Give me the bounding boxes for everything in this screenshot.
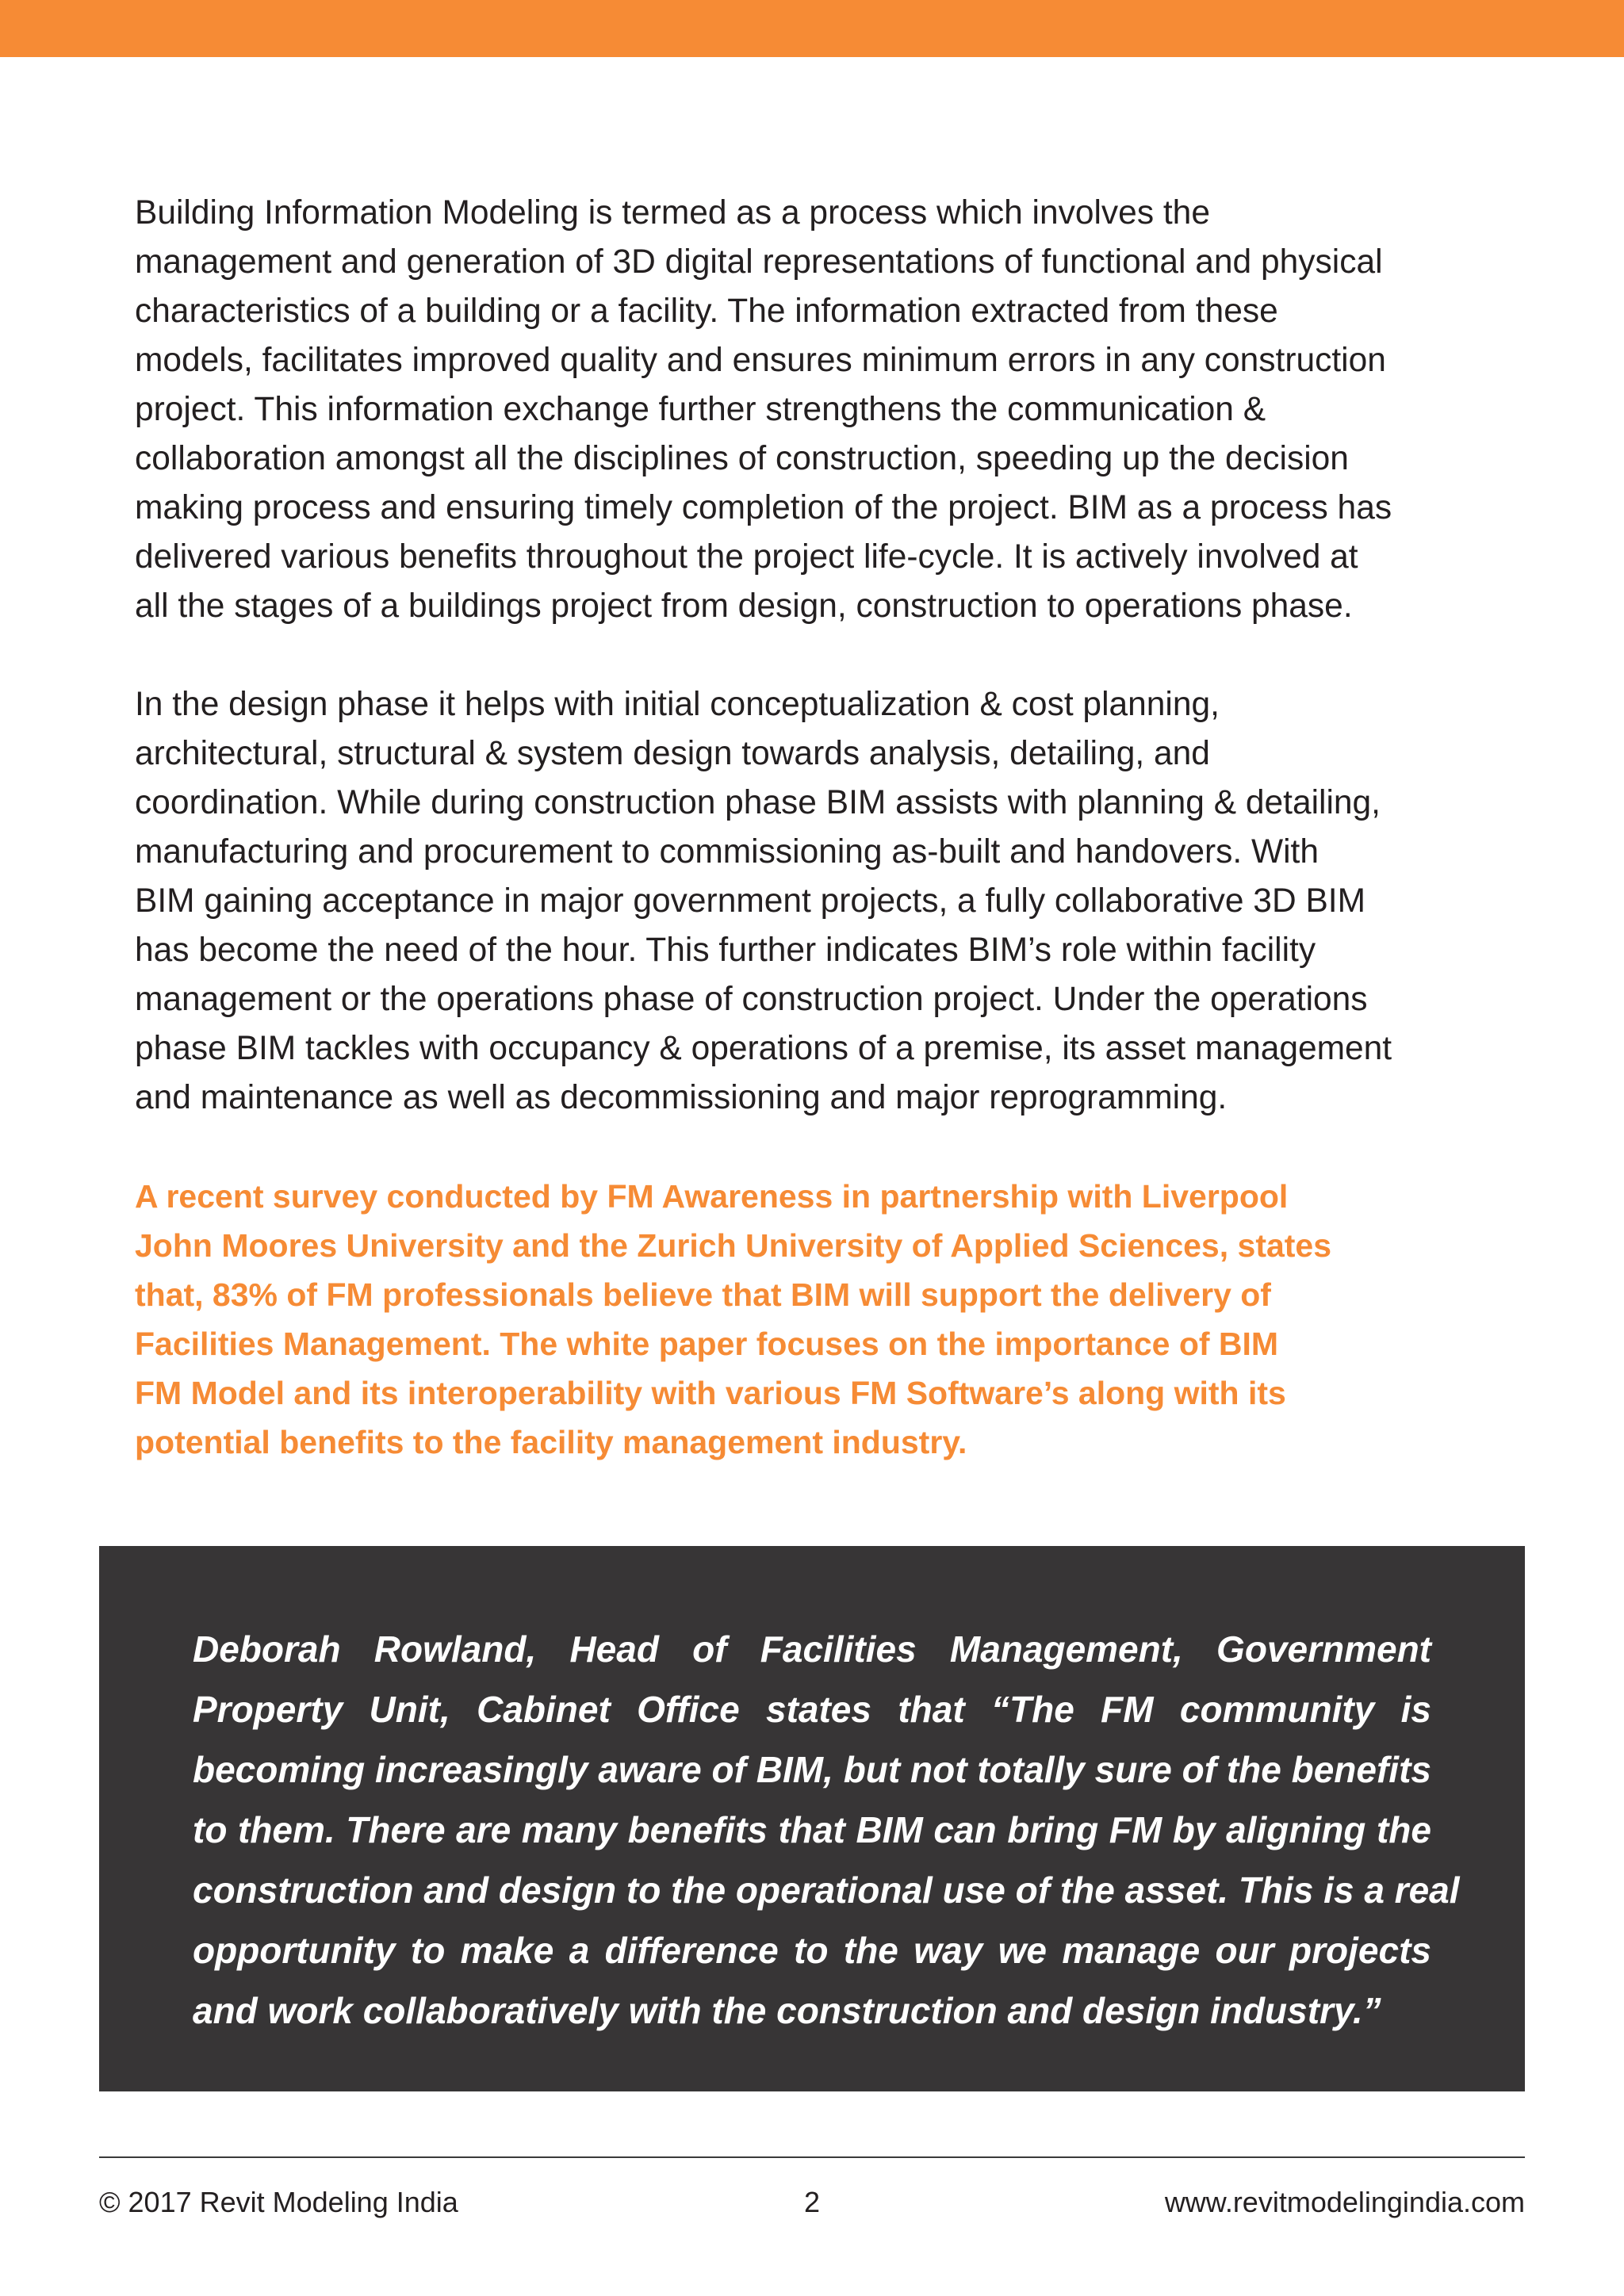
paragraph-line: phase BIM tackles with occupancy & operations of a premise, its asset management: [135, 1030, 1392, 1067]
quote-line: Property Unit, Cabinet Office states that “The FM community is: [193, 1689, 1431, 1730]
paragraph-line: coordination. While during construction phase BIM assists with planning & detailing,: [135, 784, 1381, 821]
paragraph-line: making process and ensuring timely completion of the project. BIM as a process has: [135, 489, 1392, 526]
paragraph-line: management and generation of 3D digital representations of functional and physical: [135, 243, 1383, 281]
quote-line: and work collaboratively with the construction and design industry.”: [193, 1990, 1381, 2031]
top-accent-bar: [0, 0, 1624, 57]
body-paragraph-2: [135, 680, 1499, 1123]
quote-line: Deborah Rowland, Head of Facilities Management, Government: [193, 1628, 1431, 1670]
footer-website-link[interactable]: www.revitmodelingindia.com: [1164, 2186, 1525, 2218]
highlight-line: that, 83% of FM professionals believe that BIM will support the delivery of: [135, 1276, 1271, 1313]
quote-line: opportunity to make a difference to the way we manage our projects: [193, 1930, 1431, 1971]
highlight-line: potential benefits to the facility management industry.: [135, 1424, 967, 1460]
quote-line: construction and design to the operational use of the asset. This is a real: [193, 1869, 1460, 1911]
paragraph-line: architectural, structural & system design towards analysis, detailing, and: [135, 735, 1210, 772]
paragraph-line: BIM gaining acceptance in major government projects, a fully collaborative 3D BIM: [135, 882, 1365, 920]
paragraph-line: models, facilitates improved quality and ensures minimum errors in any construction: [135, 342, 1386, 379]
paragraph-line: characteristics of a building or a facility. The information extracted from these: [135, 293, 1278, 330]
highlight-paragraph: [135, 1172, 1499, 1467]
page-content: [135, 189, 1499, 1467]
paragraph-line: In the design phase it helps with initial conceptualization & cost planning,: [135, 686, 1220, 723]
quote-line: becoming increasingly aware of BIM, but not totally sure of the benefits: [193, 1749, 1431, 1790]
quote-text: [193, 1619, 1460, 2041]
quote-line: to them. There are many benefits that BIM can bring FM by aligning the: [193, 1809, 1431, 1850]
paragraph-line: delivered various benefits throughout the project life-cycle. It is actively involved at: [135, 538, 1358, 576]
paragraph-line: has become the need of the hour. This further indicates BIM’s role within facility: [135, 932, 1316, 969]
highlight-line: FM Model and its interoperability with various FM Software’s along with its: [135, 1375, 1286, 1411]
paragraph-line: Building Information Modeling is termed as a process which involves the: [135, 194, 1210, 232]
quote-box: [99, 1546, 1525, 2091]
paragraph-line: collaboration amongst all the disciplines of construction, speeding up the decision: [135, 440, 1349, 477]
footer: [99, 2179, 1525, 2226]
paragraph-line: all the stages of a buildings project from design, construction to operations phase.: [135, 587, 1353, 625]
page-number: 2: [803, 2186, 821, 2218]
body-paragraph-1: [135, 189, 1499, 631]
highlight-line: John Moores University and the Zurich University of Applied Sciences, states: [135, 1227, 1332, 1264]
paragraph-line: management or the operations phase of construction project. Under the operations: [135, 981, 1368, 1018]
paragraph-line: manufacturing and procurement to commissioning as-built and handovers. With: [135, 833, 1319, 871]
highlight-line: Facilities Management. The white paper focuses on the importance of BIM: [135, 1326, 1279, 1362]
footer-divider: [99, 2156, 1525, 2158]
paragraph-line: project. This information exchange further strengthens the communication &: [135, 391, 1266, 428]
highlight-line: A recent survey conducted by FM Awareness in partnership with Liverpool: [135, 1178, 1289, 1215]
footer-copyright: © 2017 Revit Modeling India: [99, 2186, 458, 2218]
paragraph-line: and maintenance as well as decommissioning and major reprogramming.: [135, 1079, 1228, 1116]
